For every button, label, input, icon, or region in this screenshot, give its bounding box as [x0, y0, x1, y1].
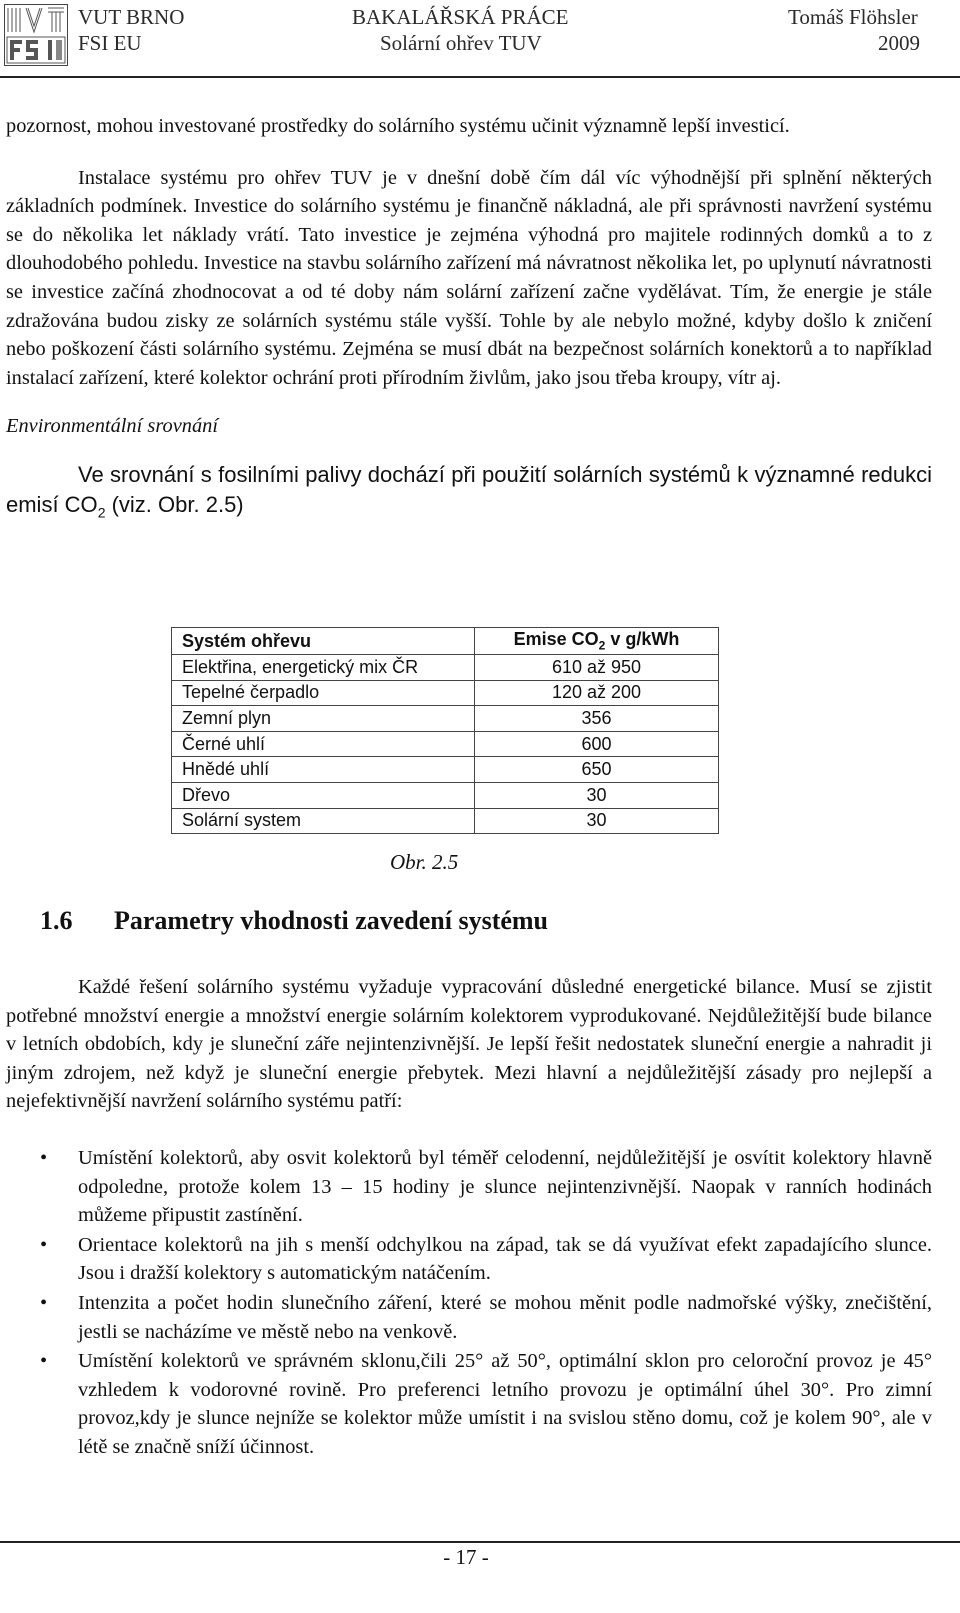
- paragraph-3: [6, 460, 932, 527]
- table-row: [172, 757, 719, 783]
- fsi-logo-icon: [4, 4, 68, 66]
- section-heading: [40, 906, 548, 936]
- list-item-text: Intenzita a počet hodin slunečního záření, které se mohou měnit podle nadmořské výšky, znečištění, jestli se nacházíme ve městě nebo na venkově.: [78, 1291, 932, 1343]
- header-emission-unit: v g/kWh: [605, 629, 680, 650]
- header-author: Tomáš Flöhsler: [788, 5, 918, 29]
- paragraph-1: pozornost, mohou investované prostředky do solárního systému učinit významně lepší investicí.: [6, 115, 790, 137]
- bullet-list: [6, 1144, 932, 1462]
- table-cell-emission: 120 až 200: [475, 680, 719, 706]
- paragraph-3-tail: (viz. Obr. 2.5): [105, 492, 244, 518]
- section-title: Parametry vhodnosti zavedení systému: [114, 906, 549, 935]
- table-cell-emission: 600: [475, 731, 719, 757]
- list-item-text: Umístění kolektorů, aby osvit kolektorů byl téměř celodenní, nejdůležitější je osvítit kolektory hlavně odpoledne, protože kolem 13 – 15 hodiny je slunce nejintenzivnější. Naopak v ranních hodinách můžeme připustit zastínění.: [78, 1146, 932, 1227]
- list-item: [6, 1144, 932, 1230]
- header-divider: [0, 76, 960, 78]
- table-row: [172, 808, 719, 834]
- list-item-text: Orientace kolektorů na jih s menší odchylkou na západ, tak se dá využívat efekt zapadajícího slunce. Jsou i dražší kolektory s automatickým natáčením.: [78, 1233, 932, 1285]
- table-cell-emission: 30: [475, 782, 719, 808]
- paragraph-3-text: Ve srovnání s fosilními palivy dochází při použití solárních systémů k významné redukci emisí CO: [6, 462, 932, 518]
- table-row: [172, 731, 719, 757]
- header-doc-type: BAKALÁŘSKÁ PRÁCE: [352, 5, 569, 29]
- page-header: [0, 0, 960, 78]
- table-cell-system: Zemní plyn: [172, 706, 475, 732]
- table-header-emission: [475, 628, 719, 655]
- list-item-text: Umístění kolektorů ve správném sklonu,čili 25° až 50°, optimální sklon pro celoroční provoz je 45° vzhledem k vodorovné rovině. Pro preferenci letního provozu je optimální úhel 30°. Pro zimní provoz,kdy je slunce nejníže se kolektor může umístit i na svislou stěno domu, což je kolem 90°, ale v létě se značně sníží účinnost.: [78, 1350, 932, 1458]
- table-cell-system: Tepelné čerpadlo: [172, 680, 475, 706]
- paragraph-4: Každé řešení solárního systému vyžaduje vypracování důsledné energetické bilance. Musí se zjistit potřebné množství energie a množství energie solárním kolektorem vyprodukované. Nejdůležitější bude bilance v letních obdobích, kdy je sluneční záře nejintenzivnější. Je lepší řešit nedostatek sluneční energie a nahradit ji jiným zdrojem, než když je sluneční energie přebytek. Mezi hlavní a nejdůležitější zásady pro nejlepší a nejefektivnější navržení solárního systému patří:: [6, 976, 932, 1113]
- main-text: [6, 112, 932, 528]
- list-item: [6, 1289, 932, 1346]
- page-number: - 17 -: [443, 1545, 489, 1569]
- table-cell-emission: 610 až 950: [475, 655, 719, 681]
- table-header-row: [172, 628, 719, 655]
- table-row: [172, 706, 719, 732]
- header-faculty: FSI EU: [78, 31, 142, 55]
- header-university: VUT BRNO: [78, 5, 185, 29]
- table-row: [172, 680, 719, 706]
- table-cell-system: Hnědé uhlí: [172, 757, 475, 783]
- table-row: [172, 655, 719, 681]
- bullet-icon: •: [40, 1233, 48, 1256]
- list-item: [6, 1231, 932, 1288]
- table-row: [172, 782, 719, 808]
- section-number: 1.6: [40, 906, 73, 935]
- footer-divider: [0, 1541, 960, 1543]
- header-year: 2009: [878, 31, 920, 55]
- table-cell-emission: 650: [475, 757, 719, 783]
- table-cell-system: Solární system: [172, 808, 475, 834]
- paragraph-2: Instalace systému pro ohřev TUV je v dnešní době čím dál víc výhodnější při splnění některých základních podmínek. Investice do solárního systému je finančně nákladná, ale při správnosti navržení systému se do několika let náklady vrátí. Tato investice je zejména výhodná pro majitele rodinných domků a to z dlouhodobého pohledu. Investice na stavbu solárního zařízení má návratnost několika let, po uplynutí návratnosti se investice začíná zhodnocovat a od té doby nám solární zařízení začne vydělávat. Tím, že energie je stále zdražována budou zisky ze solárních systému stále vyšší. Tohle by ale nebylo možné, kdyby došlo k zničení nebo poškození části solárního systému. Zejména se musí dbát na bezpečnost solárních konektorů a to například instalací zařízení, které kolektor ochrání proti přírodním živlům, jako jsou třeba kroupy, vítr aj.: [6, 166, 932, 389]
- table-header-system: Systém ohřevu: [172, 628, 475, 655]
- emissions-table-figure: [171, 627, 719, 834]
- bullet-icon: •: [40, 1350, 48, 1373]
- table-cell-system: Dřevo: [172, 782, 475, 808]
- table-cell-system: Elektřina, energetický mix ČR: [172, 655, 475, 681]
- list-item: [6, 1347, 932, 1461]
- bullet-icon: •: [40, 1291, 48, 1314]
- section-text: [6, 973, 932, 1463]
- header-doc-title: Solární ohřev TUV: [380, 31, 542, 55]
- header-emission-sub: 2: [598, 638, 606, 653]
- figure-caption: Obr. 2.5: [390, 850, 459, 874]
- subheading-environment: Environmentální srovnání: [6, 415, 219, 438]
- table-cell-emission: 356: [475, 706, 719, 732]
- header-emission-text: Emise CO: [513, 629, 599, 650]
- emissions-table: [171, 627, 719, 834]
- bullet-icon: •: [40, 1146, 48, 1169]
- table-cell-system: Černé uhlí: [172, 731, 475, 757]
- table-cell-emission: 30: [475, 808, 719, 834]
- co2-subscript: 2: [97, 504, 106, 521]
